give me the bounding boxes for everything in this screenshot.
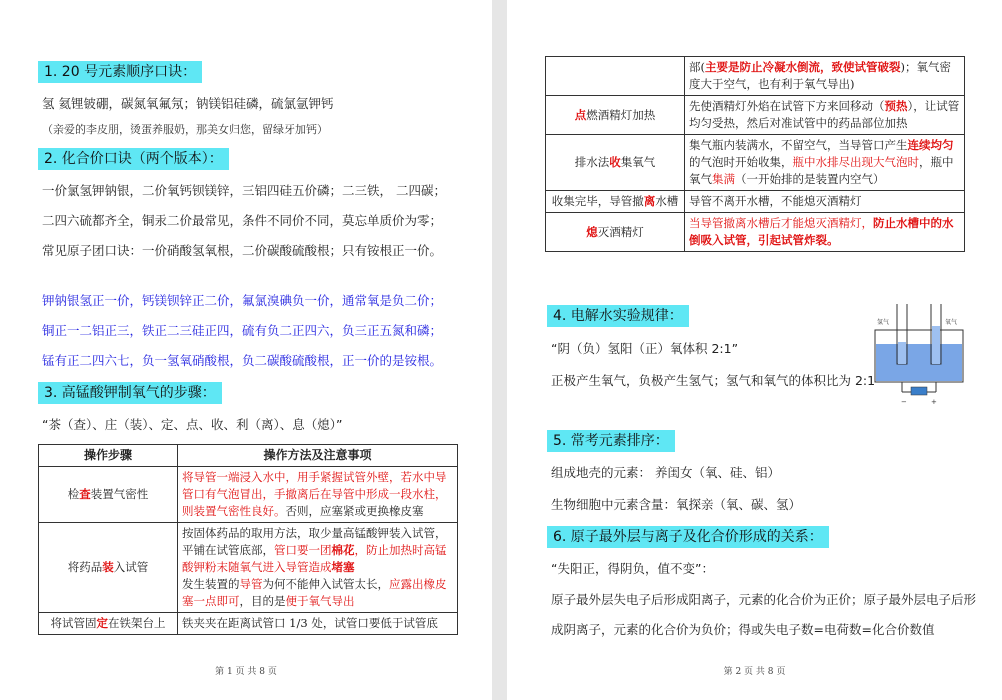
method-cell: 当导管撤离水槽后才能熄灭酒精灯，防止水槽中的水倒吸入试管，引起试管炸裂。 bbox=[685, 213, 965, 252]
diagram-label-plus: + bbox=[931, 398, 937, 406]
valence-blue-line-3: 锰有正二四六七，负一氢氧硝酸根，负二碳酸硫酸根，正一价的是铵根。 bbox=[42, 353, 443, 368]
electrolysis-mnemonic: “阴（负）氢阳（正）氧体积 2:1” bbox=[551, 341, 739, 356]
table-row bbox=[39, 467, 458, 523]
table-row bbox=[546, 96, 965, 135]
method-cell: 部(主要是防止冷凝水倒流，致使试管破裂)；氧气密度大于空气，也有利于氧气导出) bbox=[685, 57, 965, 96]
valence-line-3: 常见原子团口诀：一价硝酸氢氧根，二价碳酸硫酸根；只有铵根正一价。 bbox=[42, 243, 443, 258]
electrolysis-rule: 正极产生氧气，负极产生氢气；氢气和氧气的体积比为 2:1 bbox=[551, 373, 876, 388]
step-cell bbox=[546, 57, 685, 96]
step-cell: 将药品装入试管 bbox=[39, 523, 178, 613]
page-footer: 第 2 页 共 8 页 bbox=[723, 667, 786, 677]
valence-line-2: 二四六硫都齐全，铜汞二价最常见，条件不同价不同，莫忘单质价为零； bbox=[42, 213, 443, 228]
valence-blue-line-1: 钾钠银氢正一价，钙镁钡锌正二价，氟氯溴碘负一价，通常氧是负二价； bbox=[42, 293, 443, 308]
heading-ion-valence: 6. 原子最外层与离子及化合价形成的关系： bbox=[547, 526, 829, 548]
step-cell: 点燃酒精灯加热 bbox=[546, 96, 685, 135]
heading-valence: 2. 化合价口诀（两个版本）： bbox=[38, 148, 229, 170]
heading-element-ranking: 5. 常考元素排序： bbox=[547, 430, 675, 452]
table-header-step: 操作步骤 bbox=[39, 445, 178, 467]
method-cell: 按固体药品的取用方法，取少量高锰酸钾装入试管，平铺在试管底部，管口要一团棉花，防止加热时高锰酸钾粉末随氧气进入导管造成堵塞 发生装置的导管为何不能伸入试管太长，应露出橡皮塞一点即可，目的是便于氧气导出 bbox=[178, 523, 458, 613]
ion-rule-line-1: 原子最外层失电子后形成阳离子，元素的化合价为正价；原子最外层电子后形 bbox=[551, 592, 977, 607]
valence-blue-line-2: 铜正一二铝正三，铁正二三硅正四，硫有负二正四六，负三正五氮和磷； bbox=[42, 323, 443, 338]
method-cell: 导管不离开水槽，不能熄灭酒精灯 bbox=[685, 191, 965, 213]
ion-rule-line-2: 成阴离子，元素的化合价为负价；得或失电子数=电荷数=化合价数值 bbox=[551, 622, 935, 637]
method-cell: 集气瓶内装满水，不留空气，当导管口产生连续均匀的气泡时开始收集，瓶中水排尽出现大气泡时，瓶中氧气集满（一开始排的是装置内空气） bbox=[685, 135, 965, 191]
page-footer: 第 1 页 共 8 页 bbox=[215, 667, 277, 677]
valence-line-1: 一价氯氢钾钠银，二价氧钙钡镁锌，三铝四硅五价磷；二三铁， 二四碳； bbox=[42, 183, 446, 198]
ion-mnemonic: “失阳正，得阴负，值不变”： bbox=[551, 561, 714, 576]
crust-elements-line: 组成地壳的元素： 养闺女（氧、硅、铝） bbox=[551, 465, 780, 480]
step-cell: 收集完毕，导管撤离水槽 bbox=[546, 191, 685, 213]
method-cell: 铁夹夹在距离试管口 1/3 处，试管口要低于试管底 bbox=[178, 613, 458, 635]
step-cell: 熄灭酒精灯 bbox=[546, 213, 685, 252]
cell-elements-line: 生物细胞中元素含量：氧探亲（氧、碳、氢） bbox=[551, 497, 802, 512]
table-row bbox=[546, 191, 965, 213]
heading-element-order: 1. 20 号元素顺序口诀： bbox=[38, 61, 202, 83]
step-cell: 将试管固定在铁架台上 bbox=[39, 613, 178, 635]
method-cell: 先使酒精灯外焰在试管下方来回移动（预热），让试管均匀受热，然后对准试管中的药品部位加热 bbox=[685, 96, 965, 135]
step-cell: 排水法收集氧气 bbox=[546, 135, 685, 191]
table-row bbox=[39, 613, 458, 635]
table-header-method: 操作方法及注意事项 bbox=[178, 445, 458, 467]
steps-mnemonic: “茶（查）、庄（装）、定、点、收、利（离）、息（熄）” bbox=[42, 417, 343, 432]
step-cell: 检查装置气密性 bbox=[39, 467, 178, 523]
heading-kmno4-steps: 3. 高锰酸钾制氧气的步骤： bbox=[38, 382, 222, 404]
table-row bbox=[39, 523, 458, 613]
element-order-mnemonic: （亲爱的李皮朋，烫蛋养服奶，那美女归您，留绿牙加钙） bbox=[42, 123, 328, 136]
page-1 bbox=[0, 0, 492, 700]
steps-table-continued bbox=[545, 56, 965, 252]
page-2 bbox=[507, 0, 1002, 700]
table-row bbox=[546, 213, 965, 252]
diagram-label-hydrogen: 氢气 bbox=[877, 319, 890, 326]
table-row bbox=[546, 135, 965, 191]
heading-electrolysis: 4. 电解水实验规律： bbox=[547, 305, 689, 327]
method-cell: 将导管一端浸入水中，用手紧握试管外壁，若水中导管口有气泡冒出，手撤离后在导管中形成一段水柱，则装置气密性良好。否则，应塞紧或更换橡皮塞 bbox=[178, 467, 458, 523]
diagram-label-minus: − bbox=[901, 398, 907, 406]
table-row bbox=[546, 57, 965, 96]
diagram-label-oxygen: 氧气 bbox=[945, 319, 958, 326]
element-order-line: 氢 氦锂铍硼，碳氮氧氟氖；钠镁铝硅磷，硫氯氩钾钙 bbox=[42, 96, 334, 111]
electrolysis-apparatus-diagram bbox=[869, 296, 969, 408]
steps-table bbox=[38, 444, 458, 635]
